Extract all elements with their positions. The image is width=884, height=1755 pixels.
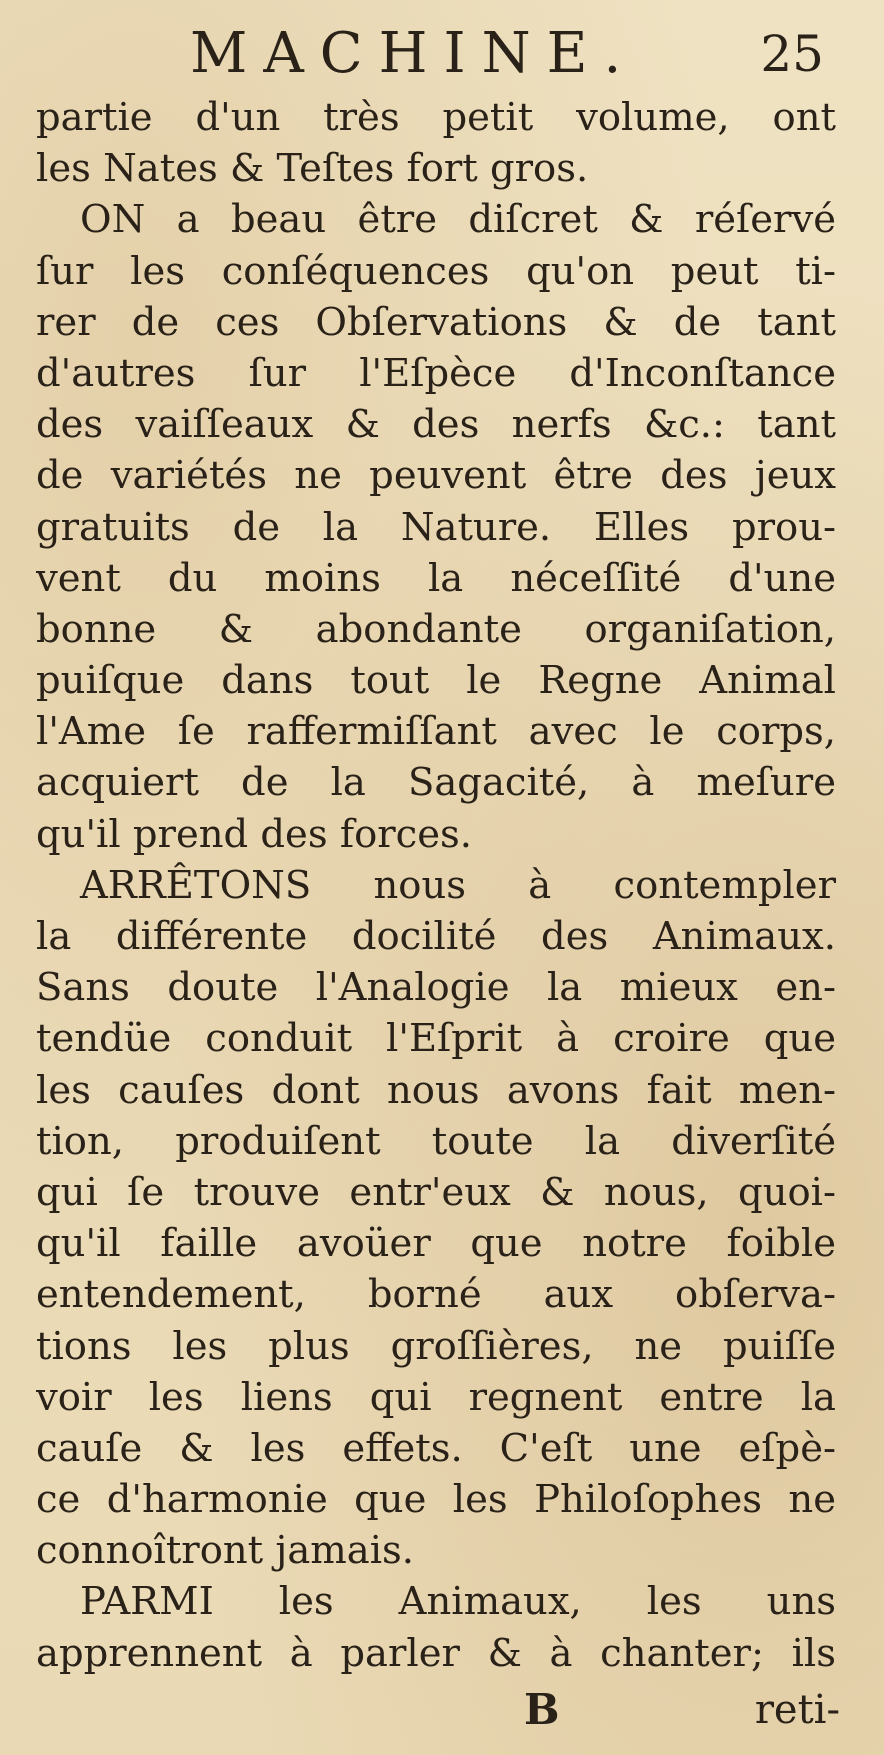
text-line: apprennent à parler & à chanter; ils [36, 1630, 836, 1676]
text-line: Sans doute l'Analogie la mieux en- [36, 965, 836, 1011]
text-line: tion, produiſent toute la diverſité [36, 1118, 836, 1164]
catchword: reti- [754, 1687, 840, 1733]
text-line: les Nates & Teſtes fort gros. [36, 146, 589, 192]
text-line: la différente docilité des Animaux. [36, 914, 836, 959]
text-line: des vaiſſeaux & des nerfs &c.: tant [36, 402, 836, 448]
text-line: d'autres ſur l'Eſpèce d'Inconſtance [36, 350, 836, 396]
text-line: PARMI les Animaux, les uns [80, 1579, 836, 1625]
text-line: vent du moins la néceſſité d'une [36, 555, 836, 601]
text-line: cauſe & les effets. C'eſt une eſpè- [36, 1425, 836, 1471]
text-line: acquiert de la Sagacité, à meſure [36, 760, 836, 806]
paragraph [36, 92, 836, 194]
text-line: tions les plus groſſières, ne puiſſe [36, 1323, 836, 1369]
text-line: bonne & abondante organiſation, [36, 606, 836, 652]
text-line: partie d'un très petit volume, ont [36, 95, 836, 140]
page-number: 25 [760, 25, 824, 83]
text-line: gratuits de la Nature. Elles prou- [36, 504, 836, 550]
running-title: MACHINE. [190, 21, 638, 86]
text-line: qu'il faille avoüer que notre foible [36, 1221, 836, 1267]
paragraph [36, 194, 836, 859]
text-line: les cauſes dont nous avons fait men- [36, 1067, 836, 1113]
text-line: ON a beau être diſcret & réſervé [80, 197, 836, 243]
text-line: qu'il prend des forces. [36, 811, 473, 857]
page-header [0, 14, 884, 94]
text-line: tendüe conduit l'Eſprit à croire que [36, 1016, 836, 1062]
text-line: voir les liens qui regnent entre la [36, 1374, 836, 1420]
text-line: l'Ame ſe raffermiſſant avec le corps, [36, 709, 836, 755]
text-line: qui ſe trouve entr'eux & nous, quoi- [36, 1169, 836, 1215]
text-line: ce d'harmonie que les Philoſophes ne [36, 1477, 836, 1523]
signature-mark: B [524, 1685, 560, 1734]
text-line: ARRÊTONS nous à contempler [80, 862, 836, 908]
paragraph [36, 1576, 836, 1678]
body-text [36, 92, 836, 1679]
paragraph [36, 860, 836, 1577]
text-line: puiſque dans tout le Regne Animal [36, 658, 836, 704]
text-line: de variétés ne peuvent être des jeux [36, 453, 836, 499]
text-line: connoîtront jamais. [36, 1528, 415, 1574]
text-line: rer de ces Obſervations & de tant [36, 299, 836, 345]
text-line: entendement, borné aux obſerva- [36, 1272, 836, 1318]
page-footer [0, 1680, 884, 1740]
text-line: ſur les conſéquences qu'on peut ti- [36, 248, 836, 294]
